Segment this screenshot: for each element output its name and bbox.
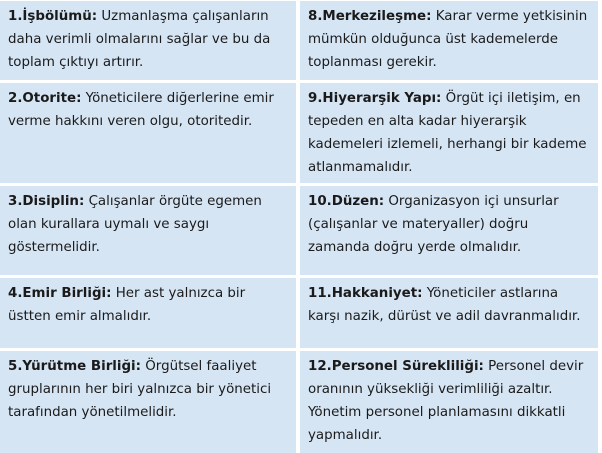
principle-text: Karar verme yetkisinin mümkün olduğunca üst kademelerde toplanması gerekir. bbox=[308, 9, 588, 70]
principle-cell-2 bbox=[0, 83, 296, 183]
principle-cell-5 bbox=[0, 351, 296, 453]
principle-title: 2.Otorite: bbox=[8, 91, 82, 106]
principle-title: 12.Personel Sürekliliği: bbox=[308, 359, 484, 374]
principle-cell-11 bbox=[300, 278, 598, 348]
principle-text: Yöneticiler astlarına karşı nazik, dürüst ve adil davranmalıdır. bbox=[308, 286, 581, 324]
principle-cell-4 bbox=[0, 278, 296, 348]
principle-text: Örgütsel faaliyet gruplarının her biri yalnızca bir yönetici tarafından yönetilmelidir. bbox=[8, 359, 272, 420]
principle-text: Yöneticilere diğerlerine emir verme hakkını veren olgu, otoritedir. bbox=[8, 91, 274, 129]
principle-title: 1.İşbölümü: bbox=[8, 9, 98, 24]
principle-title: 5.Yürütme Birliği: bbox=[8, 359, 142, 374]
principle-title: 8.Merkezileşme: bbox=[308, 9, 432, 24]
principle-cell-12 bbox=[300, 351, 598, 453]
principle-text: Personel devir oranının yüksekliği verimliliği azaltır. Yönetim personel planlamasını dikkatli yapmalıdır. bbox=[308, 359, 584, 443]
principle-cell-3 bbox=[0, 186, 296, 275]
principle-text: Her ast yalnızca bir üstten emir almalıdır. bbox=[8, 286, 246, 324]
principle-cell-8 bbox=[300, 1, 598, 80]
principle-title: 4.Emir Birliği: bbox=[8, 286, 112, 301]
principle-title: 9.Hiyerarşik Yapı: bbox=[308, 91, 442, 106]
principle-text: Organizasyon içi unsurlar (çalışanlar ve materyaller) doğru zamanda doğru yerde olmalıdır. bbox=[308, 194, 559, 255]
principle-title: 10.Düzen: bbox=[308, 194, 385, 209]
principle-cell-10 bbox=[300, 186, 598, 275]
principle-cell-1 bbox=[0, 1, 296, 80]
principle-title: 11.Hakkaniyet: bbox=[308, 286, 423, 301]
principle-cell-9 bbox=[300, 83, 598, 183]
principle-title: 3.Disiplin: bbox=[8, 194, 85, 209]
principle-text: Çalışanlar örgüte egemen olan kurallara uymalı ve saygı göstermelidir. bbox=[8, 194, 262, 255]
principle-text: Uzmanlaşma çalışanların daha verimli olmalarını sağlar ve bu da toplam çıktıyı artırır. bbox=[8, 9, 271, 70]
principle-text: Örgüt içi iletişim, en tepeden en alta kadar hiyerarşik kademeleri izlemeli, herhangi bir kademe atlanmamalıdır. bbox=[308, 91, 587, 175]
